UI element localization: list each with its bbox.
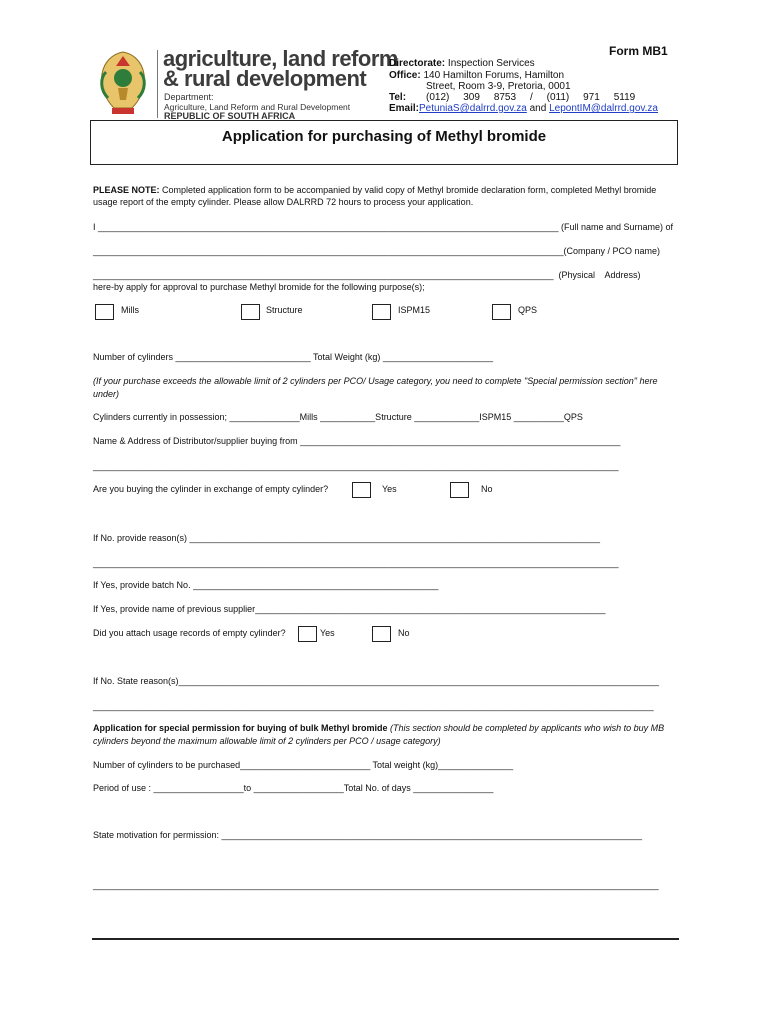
- company-field[interactable]: ______________________________________________________________________________________________(Company / PCO name): [93, 246, 661, 256]
- usage-no-label: No: [398, 628, 410, 638]
- usage-yes-checkbox[interactable]: [298, 626, 317, 642]
- logo-country: REPUBLIC OF SOUTH AFRICA: [164, 111, 296, 121]
- page-title: Application for purchasing of Methyl bromide: [221, 128, 547, 145]
- usage-no-checkbox[interactable]: [372, 626, 391, 642]
- email-link-1[interactable]: PetuniaS@dalrrd.gov.za: [419, 103, 527, 114]
- state-reason-field[interactable]: If No. State reason(s)________________________________________________________________________________________________: [93, 676, 660, 686]
- special-heading-line1: [93, 723, 664, 733]
- exchange-yes-label: Yes: [382, 484, 397, 494]
- logo-title-line1: agriculture, land reform: [163, 46, 398, 71]
- limit-note-line2: under): [93, 389, 120, 399]
- limit-note-line1: (If your purchase exceeds the allowable limit of 2 cylinders per PCO/ Usage category, you need to complete "Special permission section" here: [93, 376, 658, 386]
- note-text1: Completed application form to be accompanied by valid copy of Methyl bromide declaration form, completed Methyl bromide: [159, 185, 657, 195]
- address-field[interactable]: ____________________________________________________________________________________________ (Physical Address): [93, 270, 641, 280]
- bottom-rule: [92, 938, 679, 940]
- exchange-question: Are you buying the cylinder in exchange of empty cylinder?: [93, 484, 329, 494]
- structure-label: Structure: [266, 305, 303, 315]
- ispm15-label: ISPM15: [398, 305, 431, 315]
- fullname-field[interactable]: I ____________________________________________________________________________________________ (Full name and Surname) of: [93, 222, 674, 232]
- email-and: and: [526, 103, 550, 114]
- state-reason-field-2[interactable]: ________________________________________________________________________________________________________________: [93, 701, 654, 711]
- structure-checkbox[interactable]: [241, 304, 260, 320]
- special-note1: (This section should be completed by applicants who wish to buy MB: [387, 723, 665, 733]
- logo-dept-name: Agriculture, Land Reform and Rural Development: [164, 102, 351, 112]
- note-line1: [93, 185, 656, 195]
- prev-supplier-field[interactable]: If Yes, provide name of previous supplier______________________________________________________________________: [93, 604, 606, 614]
- cylinders-weight-field[interactable]: Number of cylinders ___________________________ Total Weight (kg) ______________________: [93, 352, 493, 362]
- qps-label: QPS: [518, 305, 538, 315]
- office-label: Office:: [389, 70, 421, 81]
- period-of-use-field[interactable]: Period of use : __________________to __________________Total No. of days ________________: [93, 783, 494, 793]
- usage-yes-label: Yes: [320, 628, 335, 638]
- mills-label: Mills: [121, 305, 139, 315]
- distributor-field-2[interactable]: _________________________________________________________________________________________________________: [93, 461, 619, 471]
- directorate-value: Inspection Services: [447, 58, 535, 69]
- email-label: Email:: [389, 103, 420, 114]
- form-code: Form MB1: [609, 44, 668, 58]
- purpose-text: here-by apply for approval to purchase Methyl bromide for the following purpose(s);: [93, 282, 425, 292]
- qps-checkbox[interactable]: [492, 304, 511, 320]
- logo-dept-label: Department:: [164, 92, 214, 102]
- tel-value: (012) 309 8753 / (011) 971 5119: [426, 92, 636, 103]
- ispm15-checkbox[interactable]: [372, 304, 391, 320]
- batch-field[interactable]: If Yes, provide batch No. _________________________________________________: [93, 580, 439, 590]
- reason-field-2[interactable]: _________________________________________________________________________________________________________: [93, 558, 619, 568]
- email: [389, 103, 658, 114]
- logo-title-line2: & rural development: [163, 66, 367, 91]
- mills-checkbox[interactable]: [95, 304, 114, 320]
- special-heading: Application for special permission for buying of bulk Methyl bromide: [93, 723, 388, 733]
- directorate: [389, 58, 535, 69]
- usage-records-question: Did you attach usage records of empty cylinder?: [93, 628, 286, 638]
- reason-field[interactable]: If No. provide reason(s) __________________________________________________________________________________: [93, 533, 600, 543]
- motivation-field[interactable]: State motivation for permission: ____________________________________________________________________________________: [93, 830, 643, 840]
- coat-of-arms-icon: [92, 48, 154, 120]
- logo-divider: [157, 50, 158, 118]
- distributor-field[interactable]: Name & Address of Distributor/supplier buying from ________________________________________________________________: [93, 436, 621, 446]
- directorate-label: Directorate:: [389, 58, 446, 69]
- exchange-no-label: No: [481, 484, 493, 494]
- possession-field[interactable]: Cylinders currently in possession; ______________Mills ___________Structure _____________ISPM15 __________QPS: [93, 412, 583, 422]
- motivation-field-2[interactable]: _________________________________________________________________________________________________________________: [93, 880, 659, 890]
- note-label: PLEASE NOTE:: [93, 185, 160, 195]
- office: [389, 70, 564, 81]
- email-link-2[interactable]: LepontIM@dalrrd.gov.za: [549, 103, 658, 114]
- tel-label: Tel:: [389, 92, 407, 103]
- exchange-no-checkbox[interactable]: [450, 482, 469, 498]
- special-cylinders-field[interactable]: Number of cylinders to be purchased__________________________ Total weight (kg)_______________: [93, 760, 514, 770]
- exchange-yes-checkbox[interactable]: [352, 482, 371, 498]
- office-line2: Street, Room 3-9, Pretoria, 0001: [426, 81, 571, 92]
- special-note2: cylinders beyond the maximum allowable limit of 2 cylinders per PCO / usage category): [93, 736, 441, 746]
- note-line2: usage report of the empty cylinder. Please allow DALRRD 72 hours to process your application.: [93, 197, 474, 207]
- office-line1: 140 Hamilton Forums, Hamilton: [423, 70, 565, 81]
